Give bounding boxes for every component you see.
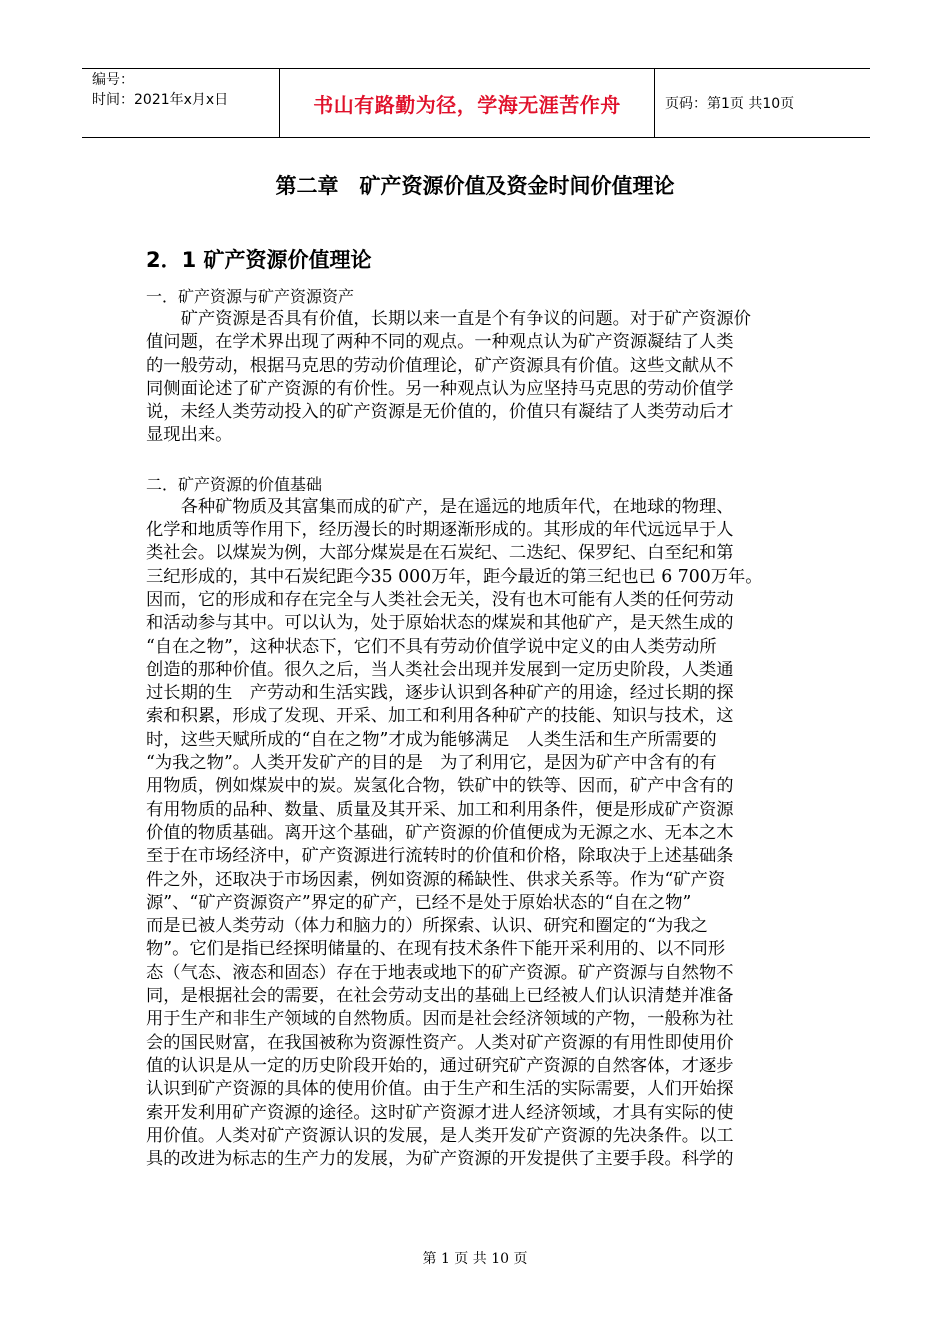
text-line: 具的改进为标志的生产力的发展，为矿产资源的开发提供了主要手段。科学的 [146,1149,734,1170]
text-line: 时，这些天赋所成的“自在之物”才成为能够满足 人类生活和生产所需要的 [146,729,717,750]
text-line: 而是已被人类劳动（体力和脑力的）所探索、认识、研究和圈定的“为我之 [146,916,708,937]
text-line: 显现出来。 [146,425,233,446]
text-line: 价值的物质基础。离开这个基础，矿产资源的价值便成为无源之水、无本之木 [146,822,734,843]
text-line: 源”、“矿产资源资产”界定的矿产，已经不是处于原始状态的“自在之物” [146,892,692,913]
text-line: 用物质，例如煤炭中的炭。炭氢化合物，铁矿中的铁等、因而，矿产中含有的 [146,776,734,797]
text-line: 和活动参与其中。可以认为，处于原始状态的煤炭和其他矿产，是天然生成的 [146,613,734,634]
header-motto: 书山有路勤为径，学海无涯苦作舟 [280,69,655,137]
text-line: 态（气态、液态和固态）存在于地表或地下的矿产资源。矿产资源与自然物不 [146,962,734,983]
text-line: 同侧面论述了矿产资源的有价性。另一种观点认为应坚持马克思的劳动价值学 [146,378,734,399]
text-line: 索开发利用矿产资源的途径。这时矿产资源才进人经济领域，才具有实际的使 [146,1102,734,1123]
subsection-2-heading: 二．矿产资源的价值基础 [146,474,323,494]
text-line: 过长期的生 产劳动和生活实践，逐步认识到各种矿产的用途，经过长期的探 [146,683,734,704]
text-line: 创造的那种价值。很久之后，当人类社会出现并发展到一定历史阶段，人类通 [146,659,734,680]
text-line: 有用物质的品种、数量、质量及其开采、加工和利用条件，便是形成矿产资源 [146,799,734,820]
text-line: 值的认识是从一定的历史阶段开始的，通过研究矿产资源的自然客体，才逐步 [146,1055,734,1076]
text-line: 会的国民财富，在我国被称为资源性资产。人类对矿产资源的有用性即使用价 [146,1032,734,1053]
section-title: 2．1 矿产资源价值理论 [146,248,372,272]
text-line: 化学和地质等作用下，经历漫长的时期逐渐形成的。其形成的年代远远早于人 [146,520,734,541]
chapter-title: 第二章 矿产资源价值及资金时间价值理论 [275,174,675,198]
time-label: 时间：2021年x月x日 [92,92,229,108]
text-line: 用于生产和非生产领域的自然物质。因而是社会经济领域的产物，一般称为社 [146,1009,734,1030]
text-line: 矿产资源是否具有价值，长期以来一直是个有争议的问题。对于矿产资源价 [146,309,751,329]
text-line: 值问题，在学术界出现了两种不同的观点。一种观点认为矿产资源凝结了人类 [146,332,734,353]
subsection-1-paragraph [146,308,814,448]
text-line: 件之外，还取决于市场因素，例如资源的稀缺性、供求关系等。作为“矿产资 [146,869,726,890]
text-line: 物”。它们是指已经探明储量的、在现有技术条件下能开采利用的、以不同形 [146,939,726,960]
page-footer: 第 1 页 共 10 页 [422,1251,528,1267]
subsection-1-heading: 一．矿产资源与矿产资源资产 [146,287,355,306]
document-body [146,286,814,1171]
paragraph-gap [146,448,814,474]
text-line: “为我之物”。人类开发矿产的目的是 为了利用它，是因为矿产中含有的有 [146,753,717,774]
subsection-2-paragraph [146,496,814,1172]
text-line: “自在之物”，这种状态下，它们不具有劳动价值学说中定义的由人类劳动所 [146,636,717,657]
text-line: 认识到矿产资源的具体的使用价值。由于生产和生活的实际需要，人们开始探 [146,1079,734,1100]
text-line: 类社会。以煤炭为例，大部分煤炭是在石炭纪、二迭纪、保罗纪、白至纪和第 [146,543,734,564]
text-line: 同，是根据社会的需要，在社会劳动支出的基础上已经被人们认识清楚并准备 [146,986,734,1007]
text-line: 因而，它的形成和存在完全与人类社会无关，没有也木可能有人类的任何劳动 [146,589,734,610]
text-line: 三纪形成的，其中石炭纪距今35 000万年，距今最近的第三纪也已 6 700万年。 [146,566,763,587]
text-line: 说，未经人类劳动投入的矿产资源是无价值的，价值只有凝结了人类劳动后才 [146,402,734,423]
header-meta [82,69,280,137]
text-line: 索和积累，形成了发现、开采、加工和利用各种矿产的技能、知识与技术，这 [146,706,734,727]
header-table [82,68,870,138]
text-line: 各种矿物质及其富集而成的矿产，是在遥远的地质年代，在地球的物理、 [146,496,734,517]
text-line: 至于在市场经济中，矿产资源进行流转时的价值和价格，除取决于上述基础条 [146,846,734,867]
header-page-info: 页码：第1页 共10页 [665,96,795,112]
text-line: 用价值。人类对矿产资源认识的发展，是人类开发矿产资源的先决条件。以工 [146,1125,734,1146]
number-label: 编号： [92,72,134,88]
text-line: 的一般劳动，根据马克思的劳动价值理论，矿产资源具有价值。这些文献从不 [146,355,734,376]
